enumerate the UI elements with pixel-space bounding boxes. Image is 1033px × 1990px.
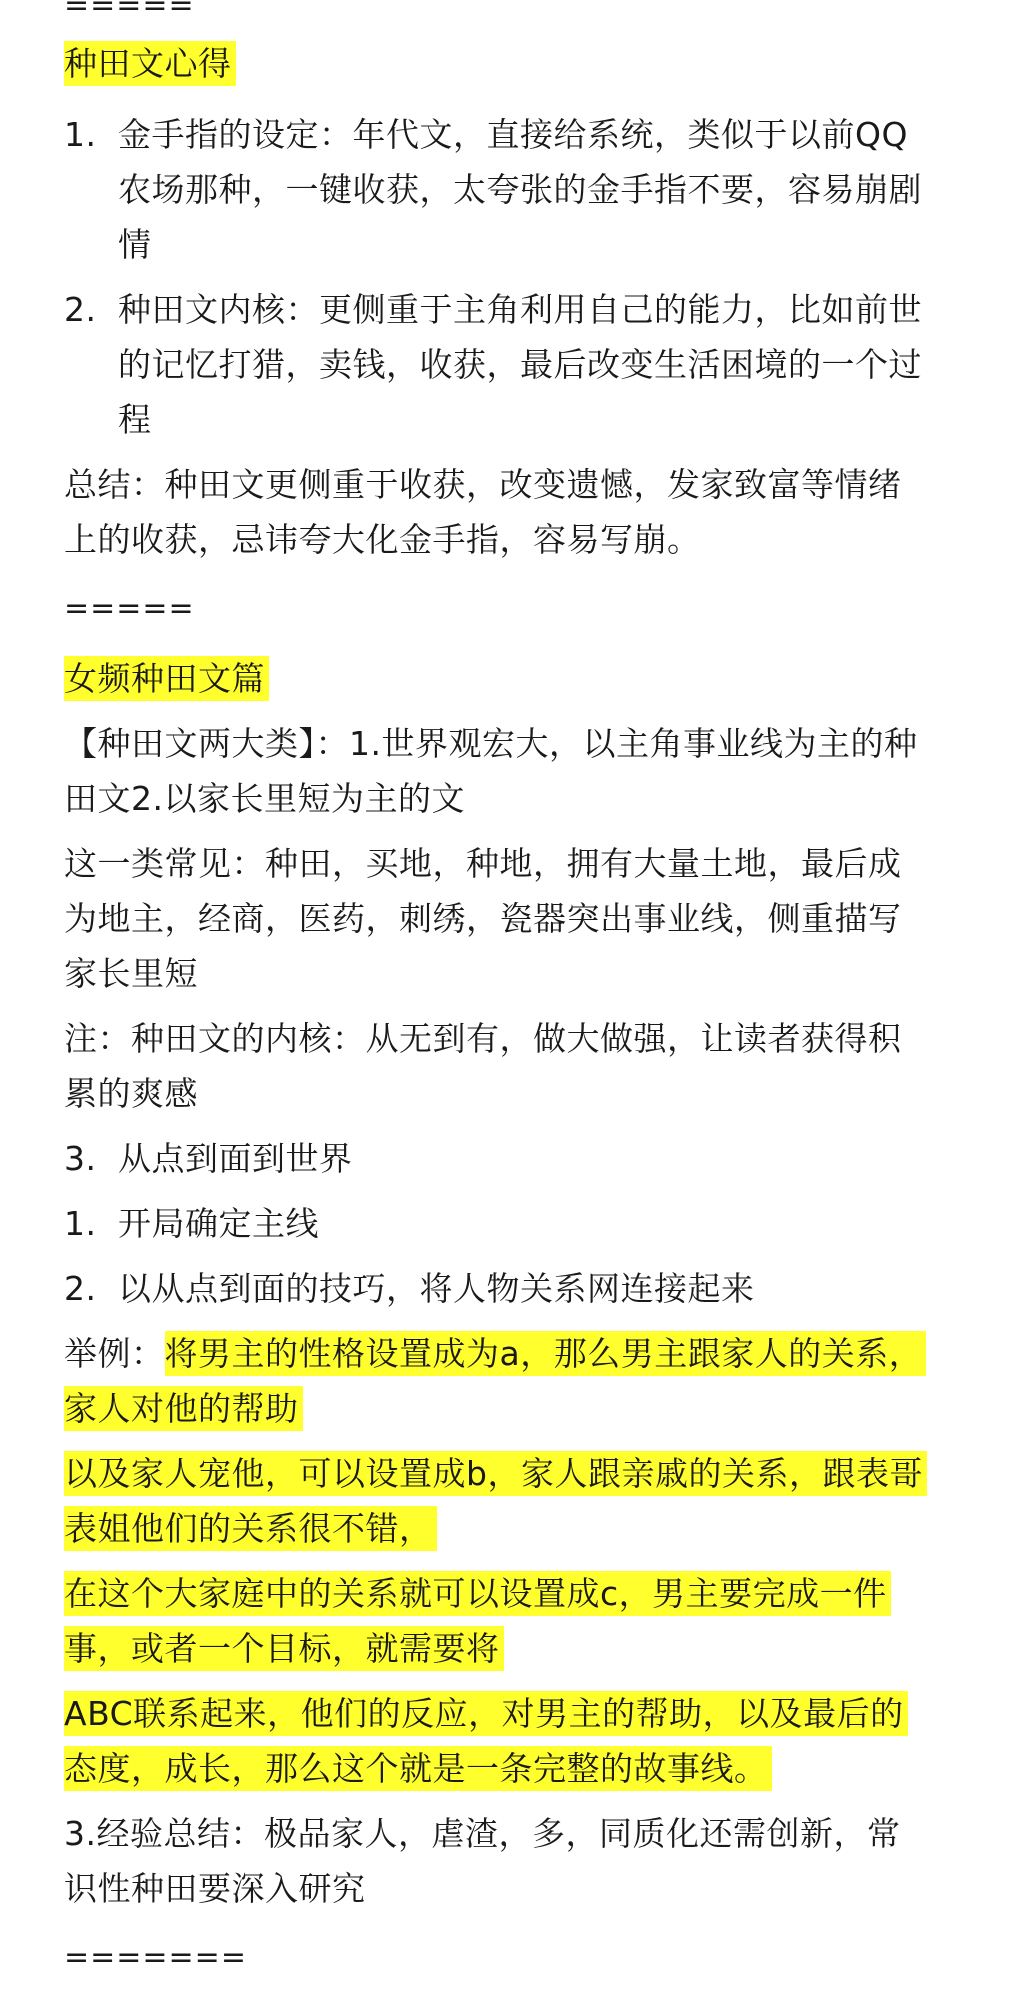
point-3	[64, 1131, 974, 1186]
highlighted-paragraph-abc	[64, 1686, 974, 1796]
list-text-line: 的记忆打猎，卖钱，收获，最后改变生活困境的一个过	[118, 345, 922, 384]
paragraph-line	[64, 1501, 974, 1556]
sub-item-2	[64, 1261, 974, 1316]
divider-top: =====	[64, 0, 195, 23]
example-line	[64, 1326, 974, 1381]
section-title-farming-tips	[64, 36, 974, 91]
list-text-line: 金手指的设定：年代文，直接给系统，类似于以前QQ	[118, 115, 908, 154]
summary-paragraph	[64, 457, 974, 567]
sub-item-text: 以从点到面的技巧，将人物关系网连接起来	[118, 1269, 755, 1308]
list-number: 1.	[64, 1204, 97, 1243]
example-label: 举例：	[64, 1334, 165, 1373]
note-line: 注：种田文的内核：从无到有，做大做强，让读者获得积	[64, 1019, 902, 1058]
list-number: 2.	[64, 1269, 97, 1308]
list-number: 1.	[64, 115, 97, 154]
categories-line: 田文2.以家长里短为主的文	[64, 779, 465, 818]
divider-end: =======	[64, 1940, 247, 1975]
categories-line: 【种田文两大类】：1.世界观宏大，以主角事业线为主的种	[64, 724, 918, 763]
list-text-line: 情	[118, 225, 152, 264]
highlighted-text: 将男主的性格设置成为a，那么男主跟家人的关系，	[165, 1331, 927, 1376]
example-line	[64, 1381, 974, 1436]
note-line: 累的爽感	[64, 1074, 198, 1113]
highlighted-text: 家人对他的帮助	[64, 1386, 303, 1431]
paragraph-line	[64, 1566, 974, 1621]
paragraph-line	[64, 1741, 974, 1796]
list-item-1	[64, 107, 974, 272]
highlighted-text: 表姐他们的关系很不错，	[64, 1506, 437, 1551]
highlighted-text: 以及家人宠他，可以设置成b，家人跟亲戚的关系，跟表哥	[64, 1451, 927, 1496]
common-paragraph	[64, 836, 974, 1001]
list-number: 3.	[64, 1139, 97, 1178]
summary-line: 总结：种田文更侧重于收获，改变遗憾，发家致富等情绪	[64, 465, 902, 504]
example-paragraph	[64, 1326, 974, 1436]
paragraph-line	[64, 1621, 974, 1676]
experience-paragraph	[64, 1806, 974, 1916]
summary-line: 上的收获，忌讳夸大化金手指，容易写崩。	[64, 520, 701, 559]
note-paragraph	[64, 1011, 974, 1121]
highlighted-text: 态度，成长，那么这个就是一条完整的故事线。	[64, 1746, 772, 1791]
highlighted-title: 女频种田文篇	[64, 656, 269, 701]
highlighted-paragraph-b	[64, 1446, 974, 1556]
list-item-2	[64, 282, 974, 447]
common-line: 家长里短	[64, 954, 198, 993]
experience-line: 识性种田要深入研究	[64, 1869, 366, 1908]
list-number: 2.	[64, 290, 97, 329]
highlighted-text: 事，或者一个目标，就需要将	[64, 1626, 504, 1671]
list-text-line: 种田文内核：更侧重于主角利用自己的能力，比如前世	[118, 290, 922, 329]
highlighted-paragraph-c	[64, 1566, 974, 1676]
paragraph-line	[64, 1686, 974, 1741]
common-line: 为地主，经商，医药，刺绣，瓷器突出事业线，侧重描写	[64, 899, 902, 938]
common-line: 这一类常见：种田，买地，种地，拥有大量土地，最后成	[64, 844, 902, 883]
list-text-line: 农场那种，一键收获，太夸张的金手指不要，容易崩剧	[118, 170, 922, 209]
sub-item-1	[64, 1196, 974, 1251]
section-title-female-farming	[64, 651, 974, 706]
divider-middle: =====	[64, 591, 195, 626]
highlighted-text: ABC联系起来，他们的反应，对男主的帮助，以及最后的	[64, 1691, 908, 1736]
sub-item-text: 开局确定主线	[118, 1204, 319, 1243]
document	[64, 0, 974, 1978]
highlighted-title: 种田文心得	[64, 41, 236, 86]
experience-line: 3.经验总结：极品家人，虐渣，多，同质化还需创新，常	[64, 1814, 901, 1853]
highlighted-text: 在这个大家庭中的关系就可以设置成c，男主要完成一件	[64, 1571, 891, 1616]
list-text-line: 程	[118, 400, 152, 439]
paragraph-line	[64, 1446, 974, 1501]
point-text: 从点到面到世界	[118, 1139, 353, 1178]
categories-paragraph	[64, 716, 974, 826]
